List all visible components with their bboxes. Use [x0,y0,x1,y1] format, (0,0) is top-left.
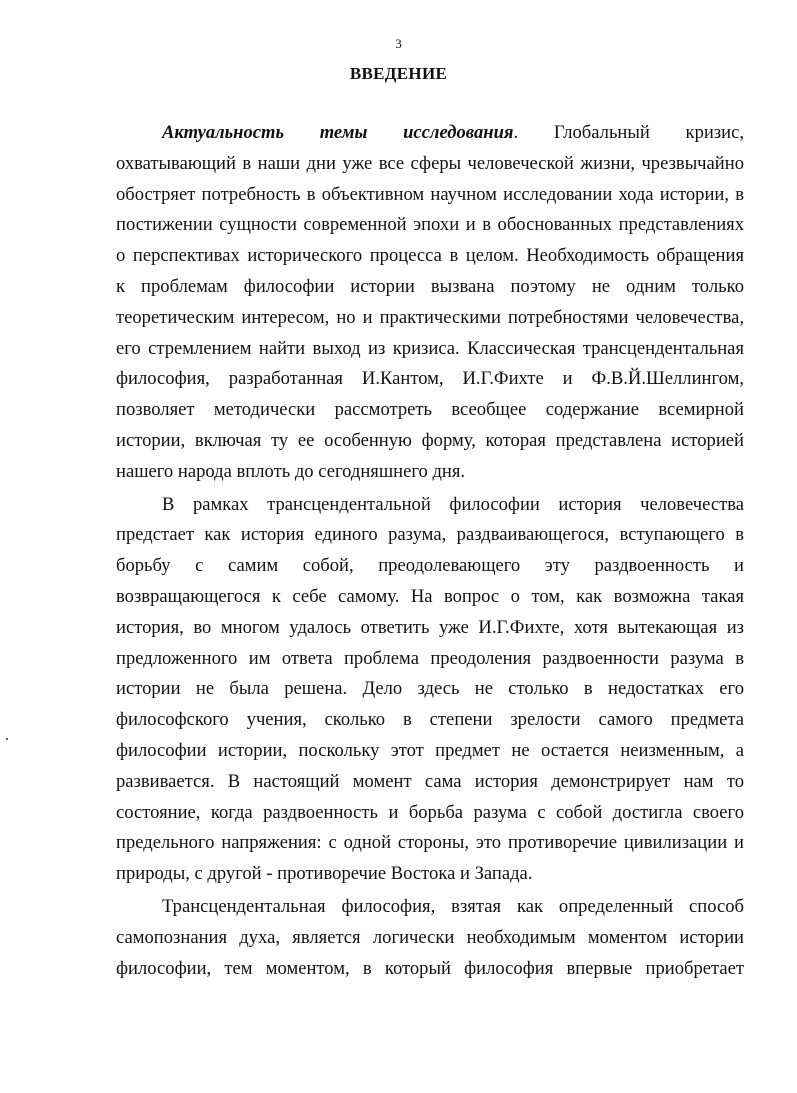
paragraph-1-line-1: Актуальность темы исследования. Глобальный кризис, [162,122,744,143]
paragraph-1-line-9: философия, разработанная И.Кантом, И.Г.Фихте и Ф.В.Й.Шеллингом, [116,368,744,390]
paragraph-2-line-12: предельного напряжения: с одной стороны, это противоречие цивилизации и [116,832,744,854]
paragraph-2-line-6: предложенного им ответа проблема преодоления раздвоенности разума в [116,647,744,669]
paragraph-2-line-1: В рамках трансцендентальной философии история человечества [162,493,744,515]
relevance-phrase: Актуальность темы исследования [162,122,514,143]
paragraph-2-line-3: борьбу с самим собой, преодолевающего эту раздвоенность и [116,555,744,577]
paragraph-2-line-5: история, во многом удалось ответить уже И.Г.Фихте, хотя вытекающая из [116,616,744,638]
paragraph-2-line-13: природы, с другой - противоречие Востока и Запада. [116,863,533,885]
scan-speck [6,738,8,740]
paragraph-2-line-8: философского учения, сколько в степени зрелости самого предмета [116,709,744,731]
paragraph-1-line-6: к проблемам философии истории вызвана поэтому не одним только [116,275,744,297]
paragraph-2-line-7: истории не была решена. Дело здесь не столько в недостатках его [116,678,744,700]
paragraph-3-line-3: философии, тем моментом, в который философия впервые приобретает [116,957,744,979]
paragraph-2-line-11: состояние, когда раздвоенность и борьба разума с собой достигла своего [116,801,744,823]
paragraph-1-line-2: охватывающий в наши дни уже все сферы человеческой жизни, чрезвычайно [116,152,744,174]
paragraph-3-line-2: самопознания духа, является логически необходимым моментом истории [116,926,744,948]
paragraph-2-line-9: философии истории, поскольку этот предмет не остается неизменным, а [116,739,744,761]
paragraph-1-line-11: истории, включая ту ее особенную форму, которая представлена историей [116,429,744,451]
paragraph-1 [116,118,744,488]
paragraph-1-line-12: нашего народа вплоть до сегодняшнего дня. [116,460,466,482]
body-text [116,118,744,984]
paragraph-1-line-10: позволяет методически рассмотреть всеобщее содержание всемирной [116,399,744,421]
paragraph-1-line-4: постижении сущности современной эпохи и в обоснованных представлениях [116,214,744,236]
paragraph-2-line-10: развивается. В настоящий момент сама история демонстрирует нам то [116,770,744,792]
paragraph-2-line-4: возвращающегося к себе самому. На вопрос о том, как возможна такая [116,585,744,607]
paragraph-3 [116,892,744,984]
paragraph-1-line-8: его стремлением найти выход из кризиса. Классическая трансцендентальная [116,337,744,359]
page-number: 3 [395,36,402,51]
paragraph-1-line-5: о перспективах исторического процесса в целом. Необходимость обращения [116,245,744,267]
paragraph-1-line-3: обостряет потребность в объективном научном исследовании хода истории, в [116,183,744,205]
paragraph-1-line-7: теоретическим интересом, но и практическими потребностями человечества, [116,306,744,328]
paragraph-2 [116,490,744,890]
paragraph-3-line-1: Трансцендентальная философия, взятая как определенный способ [162,895,744,917]
page-heading: ВВЕДЕНИЕ [349,64,448,83]
paragraph-2-line-2: предстает как история единого разума, раздваивающегося, вступающего в [116,524,744,546]
